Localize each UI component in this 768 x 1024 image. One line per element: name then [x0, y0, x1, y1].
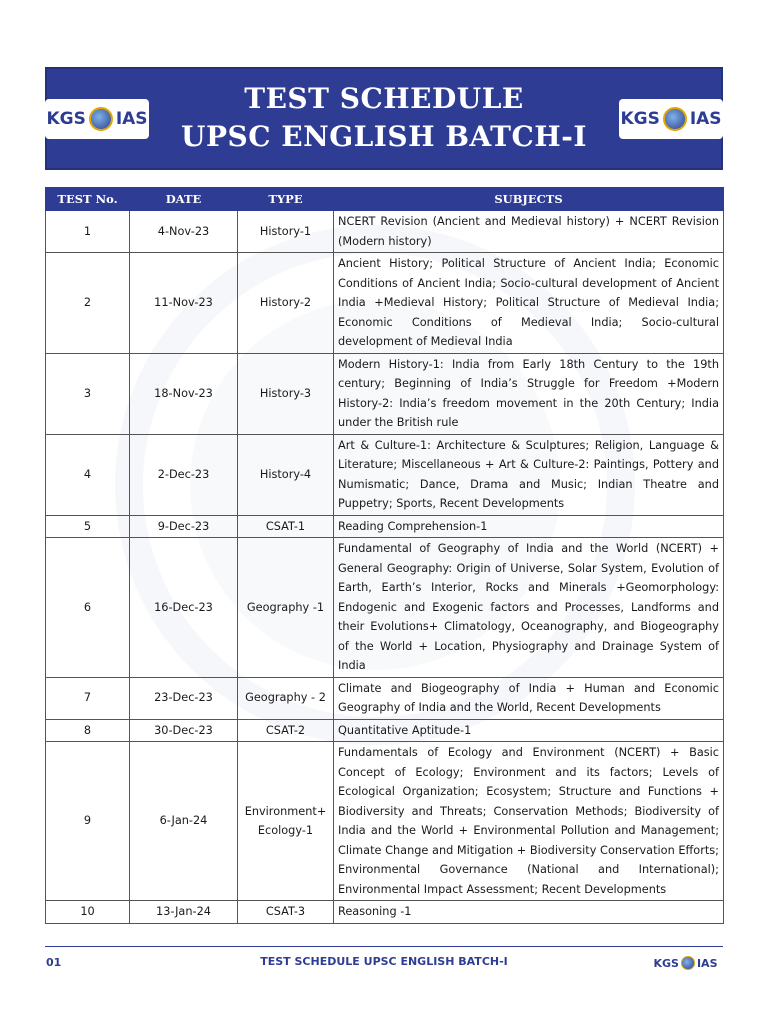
- type-cell: CSAT-2: [238, 719, 334, 742]
- date-cell: 16-Dec-23: [130, 538, 238, 678]
- subjects-cell: Modern History-1: India from Early 18th Century to the 19th century; Beginning of India’s Struggle for Freedom +Modern History-2: India’s freedom movement in the 20th Century; India under the British rule: [334, 353, 724, 434]
- logo-text-kgs: KGS: [653, 956, 679, 970]
- header-banner: [45, 67, 723, 170]
- type-cell: History-2: [238, 253, 334, 354]
- subjects-cell: Art & Culture-1: Architecture & Sculptures; Religion, Language & Literature; Miscellaneous + Art & Culture-2: Paintings, Pottery and Numismatic; Dance, Drama and Music; Indian Theatre and Puppetry; Sports, Recent Developments: [334, 434, 724, 515]
- subjects-cell: Climate and Biogeography of India + Human and Economic Geography of India and the World, Recent Developments: [334, 677, 724, 719]
- schedule-table: [45, 187, 724, 924]
- table-row: [46, 538, 724, 678]
- test-no-cell: 10: [46, 901, 130, 924]
- table-header-row: [46, 188, 724, 211]
- column-header-subjects: SUBJECTS: [334, 188, 724, 211]
- date-cell: 23-Dec-23: [130, 677, 238, 719]
- subjects-cell: Ancient History; Political Structure of Ancient India; Economic Conditions of Ancient India; Socio-cultural development of Ancient India +Medieval History; Political Structure of Medieval India; Economic Conditions of Medieval India; Socio-cultural development of Medieval India: [334, 253, 724, 354]
- test-no-cell: 9: [46, 742, 130, 901]
- subjects-cell: NCERT Revision (Ancient and Medieval history) + NCERT Revision (Modern history): [334, 211, 724, 253]
- type-cell: CSAT-3: [238, 901, 334, 924]
- globe-icon: [681, 956, 695, 970]
- test-no-cell: 5: [46, 515, 130, 538]
- subjects-cell: Reasoning -1: [334, 901, 724, 924]
- type-cell: History-1: [238, 211, 334, 253]
- test-no-cell: 4: [46, 434, 130, 515]
- type-cell: Geography - 2: [238, 677, 334, 719]
- column-header-test-no: TEST No.: [46, 188, 130, 211]
- kgs-ias-logo-right: [619, 99, 723, 139]
- date-cell: 11-Nov-23: [130, 253, 238, 354]
- page-number: 01: [46, 956, 62, 969]
- table-row: [46, 253, 724, 354]
- date-cell: 9-Dec-23: [130, 515, 238, 538]
- footer-title: TEST SCHEDULE UPSC ENGLISH BATCH-I: [260, 955, 508, 968]
- table-row: [46, 211, 724, 253]
- type-cell: Geography -1: [238, 538, 334, 678]
- test-no-cell: 3: [46, 353, 130, 434]
- logo-text-ias: IAS: [696, 956, 718, 970]
- test-no-cell: 2: [46, 253, 130, 354]
- logo-text-ias: IAS: [689, 109, 722, 129]
- logo-text-ias: IAS: [115, 109, 148, 129]
- date-cell: 2-Dec-23: [130, 434, 238, 515]
- column-header-type: TYPE: [238, 188, 334, 211]
- table-row: [46, 677, 724, 719]
- date-cell: 13-Jan-24: [130, 901, 238, 924]
- date-cell: 18-Nov-23: [130, 353, 238, 434]
- test-no-cell: 6: [46, 538, 130, 678]
- test-no-cell: 1: [46, 211, 130, 253]
- logo-text-kgs: KGS: [620, 109, 660, 129]
- date-cell: 6-Jan-24: [130, 742, 238, 901]
- type-cell: Environment+ Ecology-1: [238, 742, 334, 901]
- table-row: [46, 742, 724, 901]
- subjects-cell: Quantitative Aptitude-1: [334, 719, 724, 742]
- test-no-cell: 8: [46, 719, 130, 742]
- subjects-cell: Fundamental of Geography of India and the World (NCERT) + General Geography: Origin of Universe, Solar System, Evolution of Earth, Earth’s Interior, Rocks and Minerals +Geomorphology: Endogenic and Exogenic factors and Processes, Landforms and their Evolutions+ Climatology, Oceanography, and Biogeography of the World + Location, Physiography and Drainage System of India: [334, 538, 724, 678]
- title-line-2: UPSC ENGLISH BATCH-I: [181, 120, 587, 153]
- column-header-date: DATE: [130, 188, 238, 211]
- title-line-1: TEST SCHEDULE: [244, 82, 524, 115]
- subjects-cell: Fundamentals of Ecology and Environment (NCERT) + Basic Concept of Ecology; Environment and its factors; Levels of Ecological Organization; Ecosystem; Structure and Functions + Biodiversity and Threats; Conservation Methods; Biodiversity of India and the World + Environmental Pollution and Management; Climate Change and Mitigation + Biodiversity Conservation Efforts; Environmental Governance (National and International); Environmental Impact Assessment; Recent Developments: [334, 742, 724, 901]
- type-cell: History-3: [238, 353, 334, 434]
- type-cell: CSAT-1: [238, 515, 334, 538]
- type-cell: History-4: [238, 434, 334, 515]
- table-row: [46, 719, 724, 742]
- table-row: [46, 901, 724, 924]
- table-row: [46, 434, 724, 515]
- footer-divider: [45, 946, 723, 947]
- kgs-ias-logo-footer: [648, 952, 723, 974]
- globe-icon: [663, 107, 687, 131]
- date-cell: 30-Dec-23: [130, 719, 238, 742]
- date-cell: 4-Nov-23: [130, 211, 238, 253]
- table-row: [46, 353, 724, 434]
- subjects-cell: Reading Comprehension-1: [334, 515, 724, 538]
- test-no-cell: 7: [46, 677, 130, 719]
- logo-text-kgs: KGS: [46, 109, 86, 129]
- table-row: [46, 515, 724, 538]
